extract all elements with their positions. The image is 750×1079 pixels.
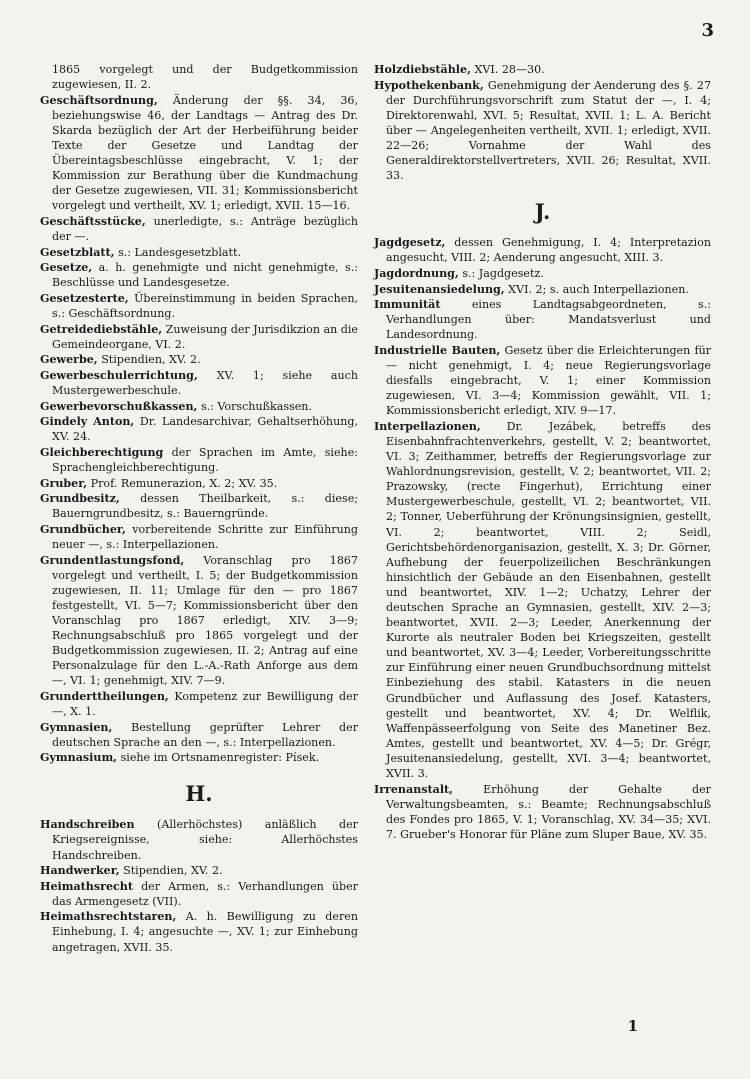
entry-keyword: Jagdgesetz, <box>374 236 446 250</box>
index-entry <box>40 414 358 444</box>
entry-text: dessen Theilbarkeit, s.: diese; Bauerngrundbesitz, s.: Bauerngründe. <box>52 492 358 521</box>
entry-text: Stipendien, XV. 2. <box>101 353 201 367</box>
index-entry <box>40 817 358 862</box>
entry-keyword: Interpellazionen, <box>374 419 481 433</box>
index-entry <box>40 522 358 552</box>
entry-keyword: Gindely Anton, <box>40 415 135 429</box>
entry-keyword: Gewerbeschulerrichtung, <box>40 368 198 382</box>
index-entry <box>40 399 358 414</box>
index-section-j <box>374 235 711 842</box>
entry-keyword: Gewerbe, <box>40 353 98 367</box>
index-entry <box>374 78 711 184</box>
entry-text: XVI. 2; s. auch Interpellazionen. <box>508 282 689 296</box>
entry-keyword: Irrenanstalt, <box>374 782 454 796</box>
index-entry <box>374 782 711 842</box>
entry-keyword: Gleichberechtigung <box>40 445 164 459</box>
entry-text: A. h. Bewilligung zu deren Einhebung, I. 4; angesuchte —, XV. 1; zur Einhebung angetragen, XVII. 35. <box>52 910 358 954</box>
index-entry <box>40 93 358 214</box>
page-number: 3 <box>701 20 714 41</box>
entry-text: s.: Landesgesetzblatt. <box>118 245 241 259</box>
entry-keyword: Grundbücher, <box>40 522 126 536</box>
entry-keyword: Gymnasien, <box>40 720 113 734</box>
entry-text: XV. 1; siehe auch Mustergewerbeschule. <box>52 368 358 397</box>
entry-keyword: Gesetze, <box>40 261 93 275</box>
entry-text: siehe im Ortsnamenregister: Písek. <box>120 751 320 765</box>
index-entry <box>374 62 711 77</box>
index-section-g <box>40 62 358 765</box>
entry-keyword: Geschäftsstücke, <box>40 214 146 228</box>
entry-text: XVI. 28—30. <box>474 63 545 76</box>
entry-text: (Allerhöchstes) anläßlich der Kriegsereignisse, siehe: Allerhöchstes Handschreiben. <box>52 818 358 862</box>
entry-keyword: Gewerbevorschußkassen, <box>40 399 198 413</box>
entry-text: s.: Vorschußkassen. <box>200 399 312 413</box>
section-letter-h: H. <box>185 781 213 807</box>
entry-keyword: Handwerker, <box>40 864 120 878</box>
index-entry <box>40 879 358 909</box>
entry-text: dessen Genehmigung, I. 4; Interpretazion angesucht, VIII. 2; Aenderung angesucht, XIII. 3. <box>386 236 711 265</box>
entry-text: Stipendien, XV. 2. <box>123 864 223 878</box>
entry-text: Dr. Jezábek, betreffs des Eisenbahnfrachtenverkehrs, gestellt, V. 2; beantwortet, VI. 3; Zeithammer, betreffs der Regierungsvorlage zur Wahlordnungsrevision, gestellt, V. 2; beantwortet, VII. 2; Prazowsky, (recte Fingerhut), Errichtung einer Mustergewerbeschule, gestellt, VI. 2; beantwortet, VII. 2; Tonner, Ueberführung der Krönungsinsignien, gestellt, VI. 2; beantwortet, VIII. 2; Seidl, Gerichtsbehördenorganisazion, gestellt, X. 3; Dr. Görner, Aufhebung der feuerpolizeilichen Beschränkungen hinsichtlich der Gebäude an den Eisenbahnen, gestellt und beantwortet, XIV. 1—2; Uchatzy, Lehrer der deutschen Sprache an Gymnasien, gestellt, XIV. 2—3; beantwortet, XVII. 2—3; Leeder, Anerkennung der Kurorte als neutraler Boden bei Kriegszeiten, gestellt und beantwortet, XV. 3—4; Leeder, Vorbereitungsschritte zur Einführung einer neuen Grundbuchsordnung mittelst Einbeziehung des stabil. Katasters in die neuen Grundbücher und Auflassung des Josef. Katasters, gestellt und beantwortet, XV. 4; Dr. Welflik, Waffenpässeerfolgung von Seite des Manetiner Bez. Amtes, gestellt und beantwortet, XV. 4—5; Dr. Grégr, Jesuitenansiedelung, gestellt, XVI. 3—4; beantwortet, XVII. 3. <box>386 419 711 781</box>
entry-text: vorbereitende Schritte zur Einführung neuer —, s.: Interpellazionen. <box>52 522 358 551</box>
index-entry <box>40 863 358 878</box>
index-entry <box>40 352 358 367</box>
entry-text: 1865 vorgelegt und der Budgetkommission zugewiesen, II. 2. <box>52 63 358 92</box>
index-entry <box>40 245 358 260</box>
entry-text: Erhöhung der Gehalte der Verwaltungsbeamten, s.: Beamte; Rechnungsabschluß des Fondes pro 1865, V. 1; Voranschlag, XV. 34—35; XVI. 7. Grueber's Honorar für Pläne zum Sluper Baue, XV. 35. <box>386 782 711 841</box>
index-entry <box>40 62 358 92</box>
entry-keyword: Holzdiebstähle, <box>374 63 471 76</box>
index-entry <box>40 260 358 290</box>
left-column <box>40 62 358 955</box>
entry-text: der Sprachen im Amte, siehe: Sprachengleichberechtigung. <box>52 445 358 474</box>
index-entry <box>374 297 711 342</box>
entry-keyword: Hypothekenbank, <box>374 78 484 92</box>
entry-keyword: Grundentlastungsfond, <box>40 553 185 567</box>
index-entry <box>40 214 358 244</box>
entry-keyword: Immunität <box>374 298 441 312</box>
index-entry <box>374 343 711 418</box>
entry-text: Genehmigung der Aenderung des §. 27 der Durchführungsvorschrift zum Statut der —, I. 4; Direktorenwahl, XVI. 5; Resultat, XVII. 1; L. A. Bericht über — Angelegenheiten vertheilt, XVII. 1; erledigt, XVII. 22—26; Vornahme der Wahl des Generaldirektorstellvertreters, XVII. 26; Resultat, XVII. 33. <box>386 78 712 183</box>
signature-mark: 1 <box>627 1017 638 1035</box>
index-entry <box>374 235 711 265</box>
entry-text: Zuweisung der Jurisdikzion an die Gemeindeorgane, VI. 2. <box>52 322 358 351</box>
entry-text: der Armen, s.: Verhandlungen über das Armengesetz (VII). <box>52 879 359 908</box>
index-entry <box>40 322 358 352</box>
right-column <box>374 62 711 843</box>
entry-keyword: Heimathsrecht <box>40 879 133 893</box>
entry-keyword: Geschäftsordnung, <box>40 93 158 107</box>
index-entry <box>374 266 711 281</box>
index-entry <box>40 553 358 689</box>
entry-text: a. h. genehmigte und nicht genehmigte, s.: Beschlüsse und Landesgesetze. <box>52 261 358 290</box>
entry-keyword: Jesuitenansiedelung, <box>374 282 505 296</box>
entry-text: eines Landtagsabgeordneten, s.: Verhandlungen über: Mandatsverlust und Landesordnung. <box>386 298 711 342</box>
index-entry <box>374 282 711 297</box>
entry-keyword: Handschreiben <box>40 818 135 832</box>
index-entry <box>40 476 358 491</box>
index-entry <box>40 689 358 719</box>
index-entry <box>40 750 358 765</box>
entry-keyword: Jagdordnung, <box>374 266 459 280</box>
index-entry <box>40 909 358 954</box>
entry-text: Prof. Remunerazion, X. 2; XV. 35. <box>90 476 278 490</box>
index-entry <box>40 491 358 521</box>
index-entry <box>40 291 358 321</box>
index-entry <box>40 445 358 475</box>
entry-keyword: Grundbesitz, <box>40 492 120 506</box>
entry-keyword: Gymnasium, <box>40 751 118 765</box>
entry-keyword: Industrielle Bauten, <box>374 343 501 357</box>
entry-text: s.: Jagdgesetz. <box>462 266 544 280</box>
entry-keyword: Gruber, <box>40 476 88 490</box>
section-letter-j: J. <box>534 199 551 225</box>
entry-text: Voranschlag pro 1867 vorgelegt und vertheilt, I. 5; der Budgetkommission zugewiesen, II. 11; Umlage für den — pro 1867 festgestellt, VI. 5—7; Kommissionsbericht über den Voranschlag pro 1867 erledigt, XIV. 3—9; Rechnungsabschluß pro 1865 vorgelegt und der Budgetkommission zugewiesen, II. 2; Antrag auf eine Personalzulage für den L.-A.-Rath Anforge aus dem —, VI. 1; genehmigt, XIV. 7—9. <box>52 553 358 688</box>
index-entry <box>374 419 711 781</box>
entry-text: Kompetenz zur Bewilligung der —, X. 1. <box>52 689 358 718</box>
entry-keyword: Getreidediebstähle, <box>40 322 163 336</box>
entry-text: Gesetz über die Erleichterungen für — nicht genehmigt, I. 4; neue Regierungsvorlage diesfalls eingebracht, V. 1; einer Kommission zugewiesen, VI. 3—4; Kommission gewählt, VII. 1; Kommissionsbericht erledigt, XIV. 9—17. <box>386 343 712 418</box>
entry-text: Änderung der §§. 34, 36, beziehungswise 46, der Landtags — Antrag des Dr. Skarda bezüglich der Art der Herbeiführung beider Texte der Gesetze und Landtag der Übereintagsbeschlüsse eingebracht, V. 1; der Kommission zur Berathung über die Kundmachung der Gesetze zugewiesen, VII. 31; Kommissionsbericht vorgelegt und vertheilt, XV. 1; erledigt, XVII. 15—16. <box>52 93 358 213</box>
entry-keyword: Gesetzblatt, <box>40 245 115 259</box>
entry-keyword: Grunderttheilungen, <box>40 689 169 703</box>
entry-keyword: Gesetzesterte, <box>40 291 129 305</box>
entry-keyword: Heimathsrechtstaren, <box>40 910 177 924</box>
index-section-h <box>40 817 358 954</box>
index-section-h-continued <box>374 62 711 183</box>
entry-text: Bestellung geprüfter Lehrer der deutschen Sprache an den —, s.: Interpellazionen. <box>52 720 358 749</box>
index-entry <box>40 720 358 750</box>
entry-text: Dr. Landesarchivar, Gehaltserhöhung, XV. 24. <box>52 415 358 444</box>
entry-text: unerledigte, s.: Anträge bezüglich der —. <box>52 214 358 244</box>
index-entry <box>40 368 358 398</box>
entry-text: Übereinstimmung in beiden Sprachen, s.: Geschäftsordnung. <box>52 291 359 320</box>
